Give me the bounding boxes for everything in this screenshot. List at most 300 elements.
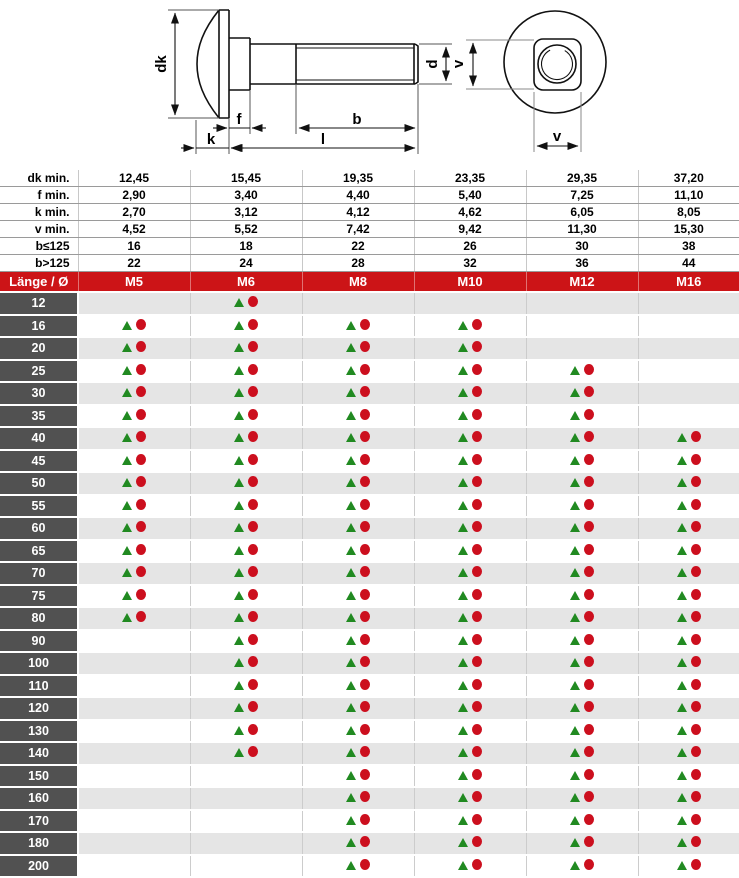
availability-marker [570, 386, 594, 397]
availability-cell-M10 [414, 562, 526, 585]
availability-cell-M10 [414, 675, 526, 698]
availability-marker [458, 791, 482, 802]
length-label: 70 [0, 562, 78, 585]
availability-marker [346, 724, 370, 735]
circle-icon [691, 566, 701, 577]
circle-icon [472, 589, 482, 600]
length-label: 30 [0, 382, 78, 405]
availability-marker [677, 544, 701, 555]
availability-cell-M12 [526, 540, 638, 563]
triangle-icon [458, 816, 468, 825]
spec-value: 11,10 [638, 187, 739, 204]
circle-icon [584, 589, 594, 600]
circle-icon [360, 499, 370, 510]
spec-value: 9,42 [414, 221, 526, 238]
availability-cell-M16 [638, 450, 739, 473]
availability-marker [677, 476, 701, 487]
availability-marker [570, 791, 594, 802]
availability-cell-M6 [190, 517, 302, 540]
length-row-100 [0, 652, 739, 675]
availability-marker [570, 814, 594, 825]
triangle-icon [570, 658, 580, 667]
availability-cell-M5 [78, 562, 190, 585]
length-row-60 [0, 517, 739, 540]
availability-cell-M5 [78, 630, 190, 653]
spec-value: 4,12 [302, 204, 414, 221]
dim-label-v-bottom: v [552, 128, 562, 145]
availability-cell-M5 [78, 652, 190, 675]
length-row-180 [0, 832, 739, 855]
availability-marker [234, 386, 258, 397]
circle-icon [472, 859, 482, 870]
circle-icon [248, 611, 258, 622]
circle-icon [691, 476, 701, 487]
length-label: 45 [0, 450, 78, 473]
availability-marker [570, 476, 594, 487]
availability-marker [677, 769, 701, 780]
availability-cell-M8 [302, 765, 414, 788]
circle-icon [584, 499, 594, 510]
availability-cell-M5 [78, 810, 190, 833]
spec-section [0, 170, 739, 272]
availability-cell-M16 [638, 652, 739, 675]
triangle-icon [234, 388, 244, 397]
header-size-M16: M16 [638, 272, 739, 293]
availability-cell-M12 [526, 787, 638, 810]
circle-icon [691, 589, 701, 600]
carriage-bolt-drawing [0, 0, 739, 170]
availability-marker [234, 296, 258, 307]
triangle-icon [458, 591, 468, 600]
spec-row-label: k min. [0, 204, 78, 221]
availability-cell-M12 [526, 562, 638, 585]
availability-marker [122, 319, 146, 330]
triangle-icon [346, 771, 356, 780]
availability-marker [346, 476, 370, 487]
spec-value: 18 [190, 238, 302, 255]
circle-icon [136, 319, 146, 330]
availability-marker [346, 431, 370, 442]
availability-cell-M12 [526, 765, 638, 788]
availability-marker [677, 431, 701, 442]
circle-icon [136, 521, 146, 532]
circle-icon [691, 611, 701, 622]
availability-cell-M5 [78, 450, 190, 473]
availability-marker [458, 679, 482, 690]
triangle-icon [458, 771, 468, 780]
triangle-icon [677, 861, 687, 870]
triangle-icon [570, 388, 580, 397]
availability-marker [234, 746, 258, 757]
circle-icon [248, 521, 258, 532]
header-size-M6: M6 [190, 272, 302, 293]
availability-cell-M5 [78, 765, 190, 788]
circle-icon [584, 746, 594, 757]
length-row-35 [0, 405, 739, 428]
triangle-icon [570, 816, 580, 825]
availability-marker [570, 611, 594, 622]
spec-value: 44 [638, 255, 739, 272]
availability-marker [234, 611, 258, 622]
availability-cell-M12 [526, 315, 638, 338]
availability-cell-M12 [526, 360, 638, 383]
availability-cell-M8 [302, 607, 414, 630]
circle-icon [584, 859, 594, 870]
availability-marker [346, 544, 370, 555]
availability-marker [458, 566, 482, 577]
availability-marker [570, 679, 594, 690]
spec-row [0, 187, 739, 204]
availability-cell-M6 [190, 585, 302, 608]
availability-cell-M12 [526, 450, 638, 473]
length-row-12 [0, 292, 739, 315]
triangle-icon [234, 658, 244, 667]
availability-cell-M5 [78, 787, 190, 810]
circle-icon [136, 611, 146, 622]
header-length-label: Länge / Ø [0, 272, 78, 293]
availability-cell-M16 [638, 855, 739, 878]
availability-marker [122, 499, 146, 510]
length-row-110 [0, 675, 739, 698]
spec-row-label: v min. [0, 221, 78, 238]
spec-value: 28 [302, 255, 414, 272]
spec-value: 24 [190, 255, 302, 272]
length-label: 100 [0, 652, 78, 675]
circle-icon [360, 409, 370, 420]
availability-cell-M8 [302, 720, 414, 743]
availability-marker [234, 634, 258, 645]
spec-value: 38 [638, 238, 739, 255]
availability-cell-M10 [414, 630, 526, 653]
availability-marker [570, 859, 594, 870]
availability-cell-M12 [526, 472, 638, 495]
triangle-icon [458, 726, 468, 735]
triangle-icon [346, 748, 356, 757]
spec-value: 8,05 [638, 204, 739, 221]
availability-marker [677, 701, 701, 712]
triangle-icon [234, 501, 244, 510]
length-label: 16 [0, 315, 78, 338]
triangle-icon [234, 523, 244, 532]
availability-marker [677, 791, 701, 802]
availability-marker [122, 521, 146, 532]
triangle-icon [677, 771, 687, 780]
availability-marker [346, 656, 370, 667]
spec-value: 6,05 [526, 204, 638, 221]
triangle-icon [458, 838, 468, 847]
availability-cell-M16 [638, 292, 739, 315]
circle-icon [248, 724, 258, 735]
availability-marker [458, 836, 482, 847]
availability-marker [122, 364, 146, 375]
length-row-30 [0, 382, 739, 405]
availability-marker [458, 521, 482, 532]
availability-marker [458, 499, 482, 510]
triangle-icon [570, 478, 580, 487]
availability-marker [234, 544, 258, 555]
spec-value: 32 [414, 255, 526, 272]
circle-icon [584, 791, 594, 802]
availability-marker [570, 836, 594, 847]
availability-section [0, 292, 739, 877]
spec-value: 26 [414, 238, 526, 255]
availability-cell-M16 [638, 405, 739, 428]
circle-icon [691, 679, 701, 690]
availability-marker [570, 746, 594, 757]
availability-cell-M10 [414, 540, 526, 563]
length-label: 60 [0, 517, 78, 540]
triangle-icon [234, 321, 244, 330]
availability-marker [458, 454, 482, 465]
availability-cell-M10 [414, 832, 526, 855]
availability-marker [677, 521, 701, 532]
availability-cell-M12 [526, 675, 638, 698]
availability-marker [458, 409, 482, 420]
length-row-20 [0, 337, 739, 360]
availability-cell-M8 [302, 495, 414, 518]
triangle-icon [458, 546, 468, 555]
triangle-icon [458, 703, 468, 712]
length-row-90 [0, 630, 739, 653]
availability-marker [570, 521, 594, 532]
availability-marker [570, 499, 594, 510]
availability-cell-M12 [526, 855, 638, 878]
spec-value: 4,40 [302, 187, 414, 204]
length-row-55 [0, 495, 739, 518]
triangle-icon [570, 411, 580, 420]
availability-marker [122, 454, 146, 465]
length-label: 25 [0, 360, 78, 383]
triangle-icon [570, 613, 580, 622]
circle-icon [360, 386, 370, 397]
triangle-icon [677, 501, 687, 510]
availability-marker [234, 476, 258, 487]
dim-label-dk: dk [153, 55, 170, 73]
triangle-icon [346, 456, 356, 465]
availability-marker [346, 814, 370, 825]
availability-cell-M12 [526, 337, 638, 360]
triangle-icon [677, 838, 687, 847]
availability-marker [346, 589, 370, 600]
header-size-M5: M5 [78, 272, 190, 293]
triangle-icon [346, 366, 356, 375]
triangle-icon [458, 681, 468, 690]
circle-icon [472, 701, 482, 712]
triangle-icon [458, 456, 468, 465]
availability-cell-M6 [190, 787, 302, 810]
availability-cell-M10 [414, 472, 526, 495]
circle-icon [472, 544, 482, 555]
availability-marker [677, 656, 701, 667]
availability-cell-M12 [526, 495, 638, 518]
availability-cell-M8 [302, 427, 414, 450]
circle-icon [136, 476, 146, 487]
length-row-130 [0, 720, 739, 743]
availability-cell-M12 [526, 607, 638, 630]
circle-icon [248, 679, 258, 690]
availability-marker [570, 431, 594, 442]
triangle-icon [234, 636, 244, 645]
length-label: 130 [0, 720, 78, 743]
availability-marker [234, 589, 258, 600]
availability-cell-M5 [78, 405, 190, 428]
spec-value: 7,25 [526, 187, 638, 204]
availability-cell-M5 [78, 517, 190, 540]
availability-cell-M6 [190, 855, 302, 878]
availability-cell-M10 [414, 405, 526, 428]
availability-cell-M10 [414, 382, 526, 405]
triangle-icon [677, 793, 687, 802]
circle-icon [472, 409, 482, 420]
circle-icon [584, 409, 594, 420]
availability-marker [677, 836, 701, 847]
triangle-icon [458, 658, 468, 667]
triangle-icon [122, 613, 132, 622]
triangle-icon [346, 861, 356, 870]
spec-value: 22 [78, 255, 190, 272]
availability-cell-M6 [190, 382, 302, 405]
availability-marker [458, 611, 482, 622]
circle-icon [691, 701, 701, 712]
circle-icon [472, 611, 482, 622]
circle-icon [248, 589, 258, 600]
availability-cell-M5 [78, 292, 190, 315]
availability-cell-M8 [302, 787, 414, 810]
circle-icon [472, 746, 482, 757]
circle-icon [248, 746, 258, 757]
availability-marker [346, 319, 370, 330]
circle-icon [472, 499, 482, 510]
circle-icon [691, 746, 701, 757]
availability-cell-M5 [78, 540, 190, 563]
availability-marker [677, 814, 701, 825]
availability-cell-M8 [302, 742, 414, 765]
triangle-icon [677, 546, 687, 555]
triangle-icon [677, 748, 687, 757]
length-label: 55 [0, 495, 78, 518]
length-label: 35 [0, 405, 78, 428]
availability-marker [458, 724, 482, 735]
triangle-icon [458, 411, 468, 420]
triangle-icon [122, 456, 132, 465]
availability-cell-M12 [526, 697, 638, 720]
circle-icon [360, 724, 370, 735]
triangle-icon [677, 433, 687, 442]
availability-cell-M16 [638, 427, 739, 450]
triangle-icon [122, 568, 132, 577]
spec-value: 2,70 [78, 204, 190, 221]
triangle-icon [677, 703, 687, 712]
spec-value: 11,30 [526, 221, 638, 238]
extension-lines-front [466, 40, 581, 152]
circle-icon [472, 319, 482, 330]
availability-marker [570, 454, 594, 465]
circle-icon [360, 634, 370, 645]
availability-cell-M8 [302, 540, 414, 563]
dim-label-f: f [236, 111, 242, 128]
spec-value: 22 [302, 238, 414, 255]
availability-marker [677, 746, 701, 757]
availability-marker [234, 319, 258, 330]
availability-cell-M5 [78, 360, 190, 383]
spec-row-label: b≤125 [0, 238, 78, 255]
circle-icon [248, 634, 258, 645]
circle-icon [136, 341, 146, 352]
circle-icon [584, 769, 594, 780]
availability-cell-M5 [78, 855, 190, 878]
availability-cell-M10 [414, 855, 526, 878]
triangle-icon [234, 591, 244, 600]
circle-icon [691, 769, 701, 780]
availability-marker [570, 589, 594, 600]
triangle-icon [458, 478, 468, 487]
circle-icon [248, 544, 258, 555]
availability-marker [570, 634, 594, 645]
circle-icon [584, 544, 594, 555]
length-label: 170 [0, 810, 78, 833]
spec-value: 15,30 [638, 221, 739, 238]
triangle-icon [234, 343, 244, 352]
circle-icon [360, 341, 370, 352]
spec-row [0, 255, 739, 272]
availability-cell-M16 [638, 585, 739, 608]
availability-marker [677, 859, 701, 870]
spec-value: 5,40 [414, 187, 526, 204]
triangle-icon [570, 456, 580, 465]
availability-cell-M10 [414, 495, 526, 518]
availability-marker [570, 724, 594, 735]
circle-icon [584, 566, 594, 577]
triangle-icon [346, 838, 356, 847]
availability-marker [234, 566, 258, 577]
availability-cell-M5 [78, 675, 190, 698]
availability-marker [122, 589, 146, 600]
availability-cell-M8 [302, 472, 414, 495]
triangle-icon [346, 478, 356, 487]
header-size-M12: M12 [526, 272, 638, 293]
availability-cell-M5 [78, 832, 190, 855]
spec-value: 19,35 [302, 170, 414, 187]
triangle-icon [677, 816, 687, 825]
length-row-40 [0, 427, 739, 450]
availability-cell-M5 [78, 382, 190, 405]
triangle-icon [677, 613, 687, 622]
circle-icon [584, 656, 594, 667]
circle-icon [691, 634, 701, 645]
availability-marker [458, 476, 482, 487]
availability-marker [570, 364, 594, 375]
availability-cell-M16 [638, 810, 739, 833]
availability-cell-M16 [638, 517, 739, 540]
availability-marker [346, 679, 370, 690]
triangle-icon [346, 703, 356, 712]
circle-icon [472, 634, 482, 645]
availability-cell-M6 [190, 765, 302, 788]
availability-cell-M6 [190, 360, 302, 383]
availability-cell-M8 [302, 832, 414, 855]
circle-icon [136, 589, 146, 600]
triangle-icon [677, 658, 687, 667]
header-size-M8: M8 [302, 272, 414, 293]
availability-cell-M10 [414, 787, 526, 810]
circle-icon [360, 679, 370, 690]
availability-cell-M6 [190, 607, 302, 630]
availability-cell-M16 [638, 720, 739, 743]
circle-icon [360, 859, 370, 870]
triangle-icon [570, 793, 580, 802]
spec-value: 3,40 [190, 187, 302, 204]
length-label: 200 [0, 855, 78, 878]
